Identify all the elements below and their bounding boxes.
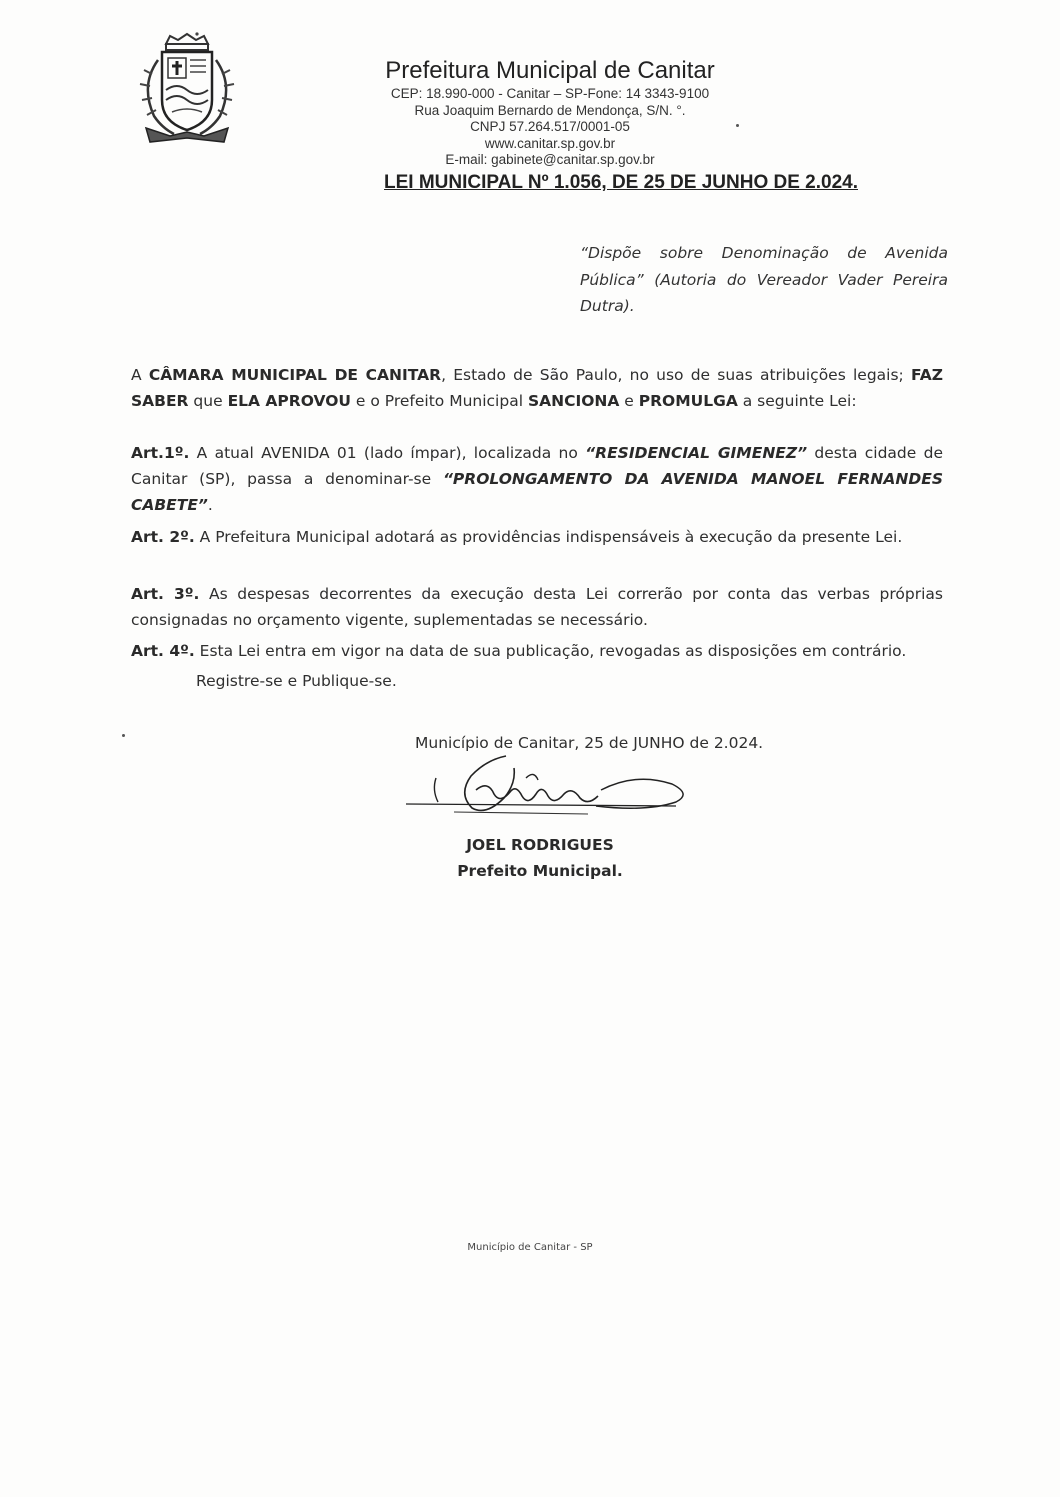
cep-phone-line: CEP: 18.990-000 - Canitar – SP-Fone: 14 3343-9100 <box>390 86 710 101</box>
intro-text: , Estado de São Paulo, no uso de suas atribuições legais; <box>441 366 911 384</box>
letterhead <box>330 56 770 169</box>
intro-bold: FAZ SABER <box>131 366 944 410</box>
intro-bold: ELA APROVOU <box>227 392 351 410</box>
article-emphasis: “PROLONGAMENTO DA AVENIDA MANOEL FERNANDES CABETE” <box>131 470 943 514</box>
intro-bold: PROMULGA <box>638 392 738 410</box>
email-line: E-mail: gabinete@canitar.sp.gov.br <box>445 152 655 167</box>
signer-name: JOEL RODRIGUES <box>466 836 614 854</box>
cnpj-line: CNPJ 57.264.517/0001-05 <box>470 119 630 134</box>
article-text: A atual AVENIDA 01 (lado ímpar), localizada no <box>189 444 586 462</box>
intro-bold: SANCIONA <box>527 392 620 410</box>
article-4 <box>131 638 943 664</box>
article-emphasis: “RESIDENCIAL GIMENEZ” <box>585 444 808 462</box>
intro-text: a seguinte Lei: <box>737 392 857 410</box>
signer-block <box>440 832 640 884</box>
website-line: www.canitar.sp.gov.br <box>484 135 616 151</box>
publication-order: Registre-se e Publique-se. <box>196 672 397 690</box>
article-text: A Prefeitura Municipal adotará as providências indispensáveis à execução da presente Lei. <box>194 528 903 546</box>
intro-bold: CÂMARA MUNICIPAL DE CANITAR <box>148 366 442 384</box>
intro-text: e <box>619 392 639 410</box>
article-label: Art. 3º. <box>131 585 200 603</box>
address-line: Rua Joaquim Bernardo de Mendonça, S/N. °. <box>414 102 686 118</box>
article-2 <box>131 524 943 550</box>
article-3 <box>131 581 943 633</box>
intro-text: e o Prefeito Municipal <box>350 392 528 410</box>
scan-speck <box>736 124 739 127</box>
article-label: Art. 2º. <box>131 528 195 546</box>
page-footer: Município de Canitar - SP <box>467 1242 593 1253</box>
place-and-date: Município de Canitar, 25 de JUNHO de 2.024. <box>415 734 764 752</box>
intro-text: que <box>188 392 228 410</box>
enactment-clause <box>131 362 943 414</box>
handwritten-signature <box>376 750 696 830</box>
article-label: Art. 4º. <box>131 642 195 660</box>
organization-name: Prefeitura Municipal de Canitar <box>385 57 715 84</box>
law-title: LEI MUNICIPAL Nº 1.056, DE 25 DE JUNHO DE 2.024. <box>384 172 858 193</box>
article-text: As despesas decorrentes da execução desta Lei correrão por conta das verbas próprias consignadas no orçamento vigente, suplementadas se necessário. <box>131 585 943 629</box>
article-text: Esta Lei entra em vigor na data de sua publicação, revogadas as disposições em contrário. <box>194 642 907 660</box>
ementa: “Dispõe sobre Denominação de Avenida Pública” (Autoria do Vereador Vader Pereira Dutra). <box>580 244 948 315</box>
scan-speck <box>122 734 125 737</box>
intro-text: A <box>131 366 149 384</box>
municipal-coat-of-arms-icon <box>132 30 242 148</box>
article-label: Art.1º. <box>131 444 190 462</box>
article-text: . <box>207 496 213 514</box>
signer-role: Prefeito Municipal. <box>457 862 623 880</box>
article-text: desta cidade de Canitar (SP), passa a denominar-se <box>131 444 944 488</box>
article-1 <box>131 440 943 518</box>
